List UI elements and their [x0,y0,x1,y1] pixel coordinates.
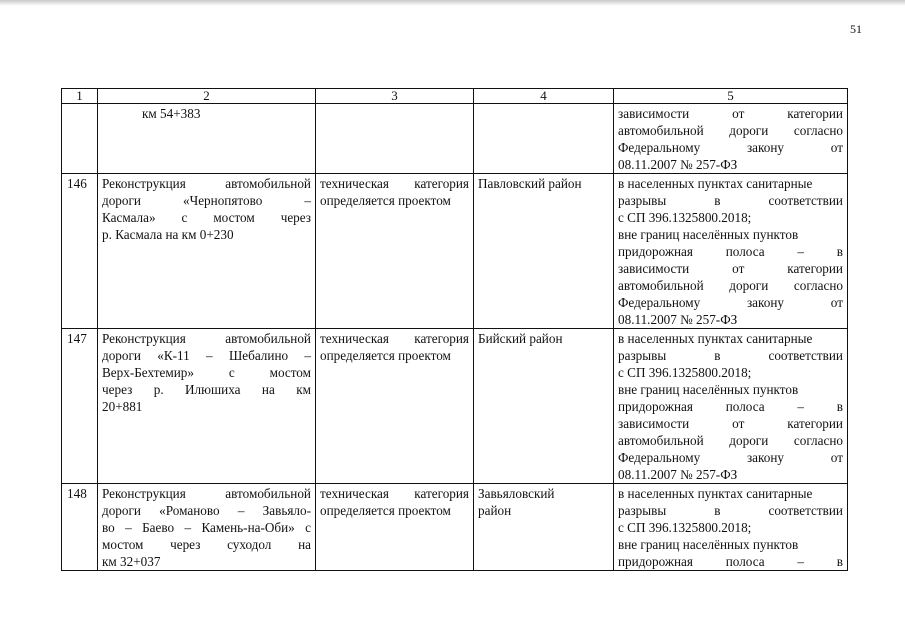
column-number-3: 3 [316,89,474,104]
text-line: район [478,503,512,518]
requirement-line: в населенных пунктах санитарные [618,486,813,501]
column-number-4: 4 [474,89,614,104]
continuation-name-cell [98,104,316,174]
text-line: Реконструкция автомобильной [102,486,311,501]
text-line: Завьяловский [478,486,555,501]
requirements-cell [614,484,848,571]
requirement-line: в населенных пунктах санитарные [618,176,813,191]
text-line: техническая категория [320,331,469,346]
requirement-line: в населенных пунктах санитарные [618,331,813,346]
requirement-line: с СП 396.1325800.2018; [618,520,752,535]
column-numbers-row [62,89,848,104]
continuation-district-cell [474,104,614,174]
text-line: Реконструкция автомобильной [102,331,311,346]
text-line: км 32+037 [102,554,161,569]
column-number-1: 1 [62,89,98,104]
continuation-name: км 54+383 [142,106,201,121]
requirement-line: придорожная полоса – в [618,244,843,259]
category-cell [316,329,474,484]
text-line: 08.11.2007 № 257-ФЗ [618,157,738,172]
text-line: Реконструкция автомобильной [102,176,311,191]
continuation-category-cell [316,104,474,174]
requirements-cell [614,329,848,484]
requirement-line: придорожная полоса – в [618,399,843,414]
row-number: 146 [62,174,98,329]
requirement-line: разрывы в соответствии [618,193,843,208]
requirement-line: с СП 396.1325800.2018; [618,365,752,380]
scan-shadow-edge [0,0,905,6]
text-line: зависимости от категории [618,106,843,121]
text-line: определяется проектом [320,503,451,518]
requirement-line: разрывы в соответствии [618,503,843,518]
requirement-line: зависимости от категории [618,416,843,431]
requirement-line: вне границ населённых пунктов [618,537,799,552]
requirement-line: Федеральному закону от [618,450,843,465]
requirement-line: автомобильной дороги согласно [618,278,843,293]
text-line: Касмала» с мостом через [102,210,311,225]
requirement-line: вне границ населённых пунктов [618,227,799,242]
row-number: 148 [62,484,98,571]
text-line: через р. Илюшиха на км [102,382,311,397]
text-line: Федеральному закону от [618,140,843,155]
text-line: техническая категория [320,176,469,191]
requirement-line: Федеральному закону от [618,295,843,310]
text-line: р. Касмала на км 0+230 [102,227,234,242]
text-line: определяется проектом [320,193,451,208]
requirement-line: с СП 396.1325800.2018; [618,210,752,225]
continuation-num-cell [62,104,98,174]
requirement-line: придорожная полоса – в [618,554,843,569]
text-line: во – Баево – Камень-на-Оби» с [102,520,311,535]
district-cell [474,329,614,484]
object-name-cell [98,174,316,329]
requirement-line: зависимости от категории [618,261,843,276]
object-name-cell [98,329,316,484]
text-line: Верх-Бехтемир» с мостом [102,365,311,380]
requirement-line: 08.11.2007 № 257-ФЗ [618,312,738,327]
category-cell [316,174,474,329]
district-cell [474,484,614,571]
category-cell [316,484,474,571]
text-line: определяется проектом [320,348,451,363]
page-number: 51 [850,22,862,36]
column-number-5: 5 [614,89,848,104]
table-row [62,174,848,329]
requirement-line: 08.11.2007 № 257-ФЗ [618,467,738,482]
text-line: автомобильной дороги согласно [618,123,843,138]
district-cell [474,174,614,329]
column-number-2: 2 [98,89,316,104]
text-line: 20+881 [102,399,143,414]
requirement-line: вне границ населённых пунктов [618,382,799,397]
requirement-line: разрывы в соответствии [618,348,843,363]
text-line: дороги «Романово – Завьяло- [102,503,311,518]
requirement-line: автомобильной дороги согласно [618,433,843,448]
requirements-cell [614,174,848,329]
text-line: техническая категория [320,486,469,501]
text-line: дороги «Чернопятово – [102,193,311,208]
table-row [62,484,848,571]
text-line: Павловский район [478,176,582,191]
objects-table [61,88,848,571]
text-line: Бийский район [478,331,563,346]
continuation-requirements-cell [614,104,848,174]
text-line: дороги «К-11 – Шебалино – [102,348,311,363]
object-name-cell [98,484,316,571]
table-row [62,329,848,484]
text-line: мостом через суходол на [102,537,311,552]
row-number: 147 [62,329,98,484]
continuation-row [62,104,848,174]
